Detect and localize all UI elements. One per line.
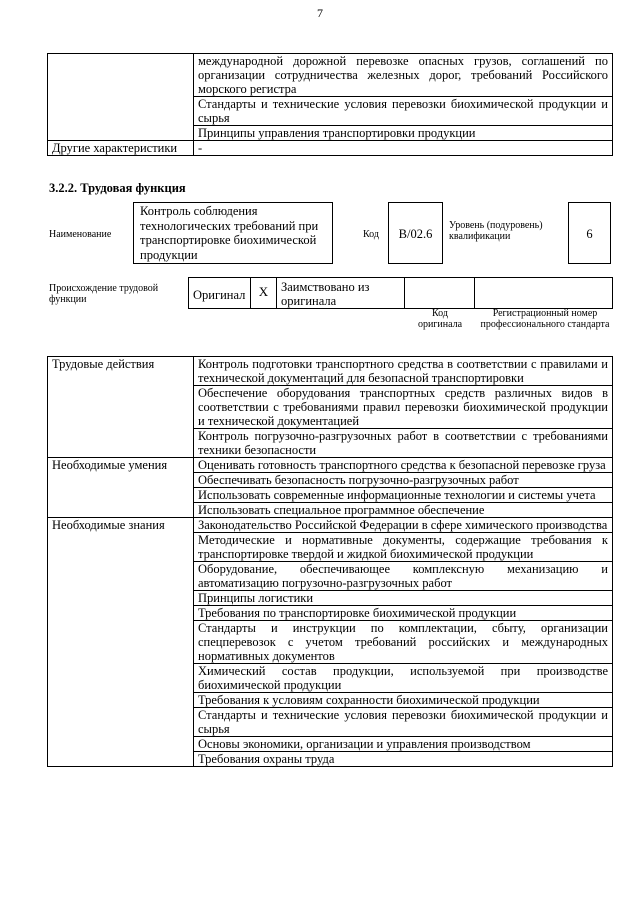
table-row: [48, 458, 613, 473]
category-labor-actions: Трудовые действия: [48, 357, 194, 458]
function-name-box: Контроль соблюдения технологических требований при транспортировке биохимической продукции: [133, 202, 333, 264]
table-row: [189, 278, 613, 309]
table-cell: Основы экономики, организации и управления производством: [194, 737, 613, 752]
registration-number-cell: [475, 278, 613, 309]
table-row: [48, 126, 613, 141]
table-row: [48, 357, 613, 386]
code-label: Код: [363, 229, 379, 240]
table-cell: Требования по транспортировке биохимической продукции: [194, 606, 613, 621]
category-required-skills: Необходимые умения: [48, 458, 194, 518]
table-cell: Методические и нормативные документы, содержащие требования к транспортировке твердой и жидкой биохимической продукции: [194, 533, 613, 562]
table-cell: Стандарты и технические условия перевозки биохимической продукции и сырья: [194, 97, 613, 126]
section-heading: 3.2.2. Трудовая функция: [49, 181, 186, 195]
table-cell: Оборудование, обеспечивающее комплексную механизацию и автоматизацию погрузочно-разгрузочных работ: [194, 562, 613, 591]
table-cell: Контроль погрузочно-разгрузочных работ в соответствии с требованиями техники безопасности: [194, 429, 613, 458]
table-cell: Стандарты и технические условия перевозки биохимической продукции и сырья: [194, 708, 613, 737]
labor-function-table: [47, 356, 613, 767]
level-value-box: 6: [568, 202, 611, 264]
table-cell: Принципы управления транспортировки продукции: [194, 126, 613, 141]
name-label: Наименование: [49, 229, 112, 240]
table-cell: Стандарты и инструкции по комплектации, сбыту, организации спецперевозок с учетом требований российских и международных нормативных документов: [194, 621, 613, 664]
function-code-box: В/02.6: [388, 202, 443, 264]
category-required-knowledge: Необходимые знания: [48, 518, 194, 767]
empty-cell: [48, 126, 194, 141]
origin-label: Происхождение трудовой функции: [49, 283, 159, 305]
empty-cell: [48, 54, 194, 97]
code-caption: Код оригинала: [417, 308, 463, 330]
table-row: [48, 518, 613, 533]
table-row: [48, 141, 613, 156]
top-characteristics-table: [47, 53, 613, 156]
table-cell: Химический состав продукции, используемой при производстве биохимической продукции: [194, 664, 613, 693]
original-mark: X: [251, 278, 277, 309]
table-row: [48, 54, 613, 97]
origin-table: [188, 277, 613, 309]
level-label: Уровень (подуровень) квалификации: [449, 220, 543, 242]
table-row: [48, 97, 613, 126]
other-characteristics-label: Другие характеристики: [48, 141, 194, 156]
table-cell: Обеспечивать безопасность погрузочно-разгрузочных работ: [194, 473, 613, 488]
table-cell: Требования к условиям сохранности биохимической продукции: [194, 693, 613, 708]
table-cell: Требования охраны труда: [194, 752, 613, 767]
table-cell: международной дорожной перевозке опасных грузов, соглашений по организации сотрудничества железных дорог, требований Российского морского регистра: [194, 54, 613, 97]
table-cell: Использовать современные информационные технологии и системы учета: [194, 488, 613, 503]
table-cell: Контроль подготовки транспортного средства в соответствии с правилами и технической документаций для безопасной транспортировки: [194, 357, 613, 386]
empty-cell: [48, 97, 194, 126]
borrowed-label: Заимствовано из оригинала: [277, 278, 405, 309]
table-cell: Законодательство Российской Федерации в сфере химического производства: [194, 518, 613, 533]
table-cell: Использовать специальное программное обеспечение: [194, 503, 613, 518]
table-cell: Оценивать готовность транспортного средства к безопасной перевозке груза: [194, 458, 613, 473]
other-characteristics-value: -: [194, 141, 613, 156]
table-cell: Принципы логистики: [194, 591, 613, 606]
registration-caption: Регистрационный номер профессионального стандарта: [480, 308, 610, 330]
original-label: Оригинал: [189, 278, 251, 309]
original-code-cell: [405, 278, 475, 309]
table-cell: Обеспечение оборудования транспортных средств различных видов в соответствии с требованиями правил перевозки биохимической продукции и технической документацией: [194, 386, 613, 429]
page-number: 7: [317, 6, 323, 20]
